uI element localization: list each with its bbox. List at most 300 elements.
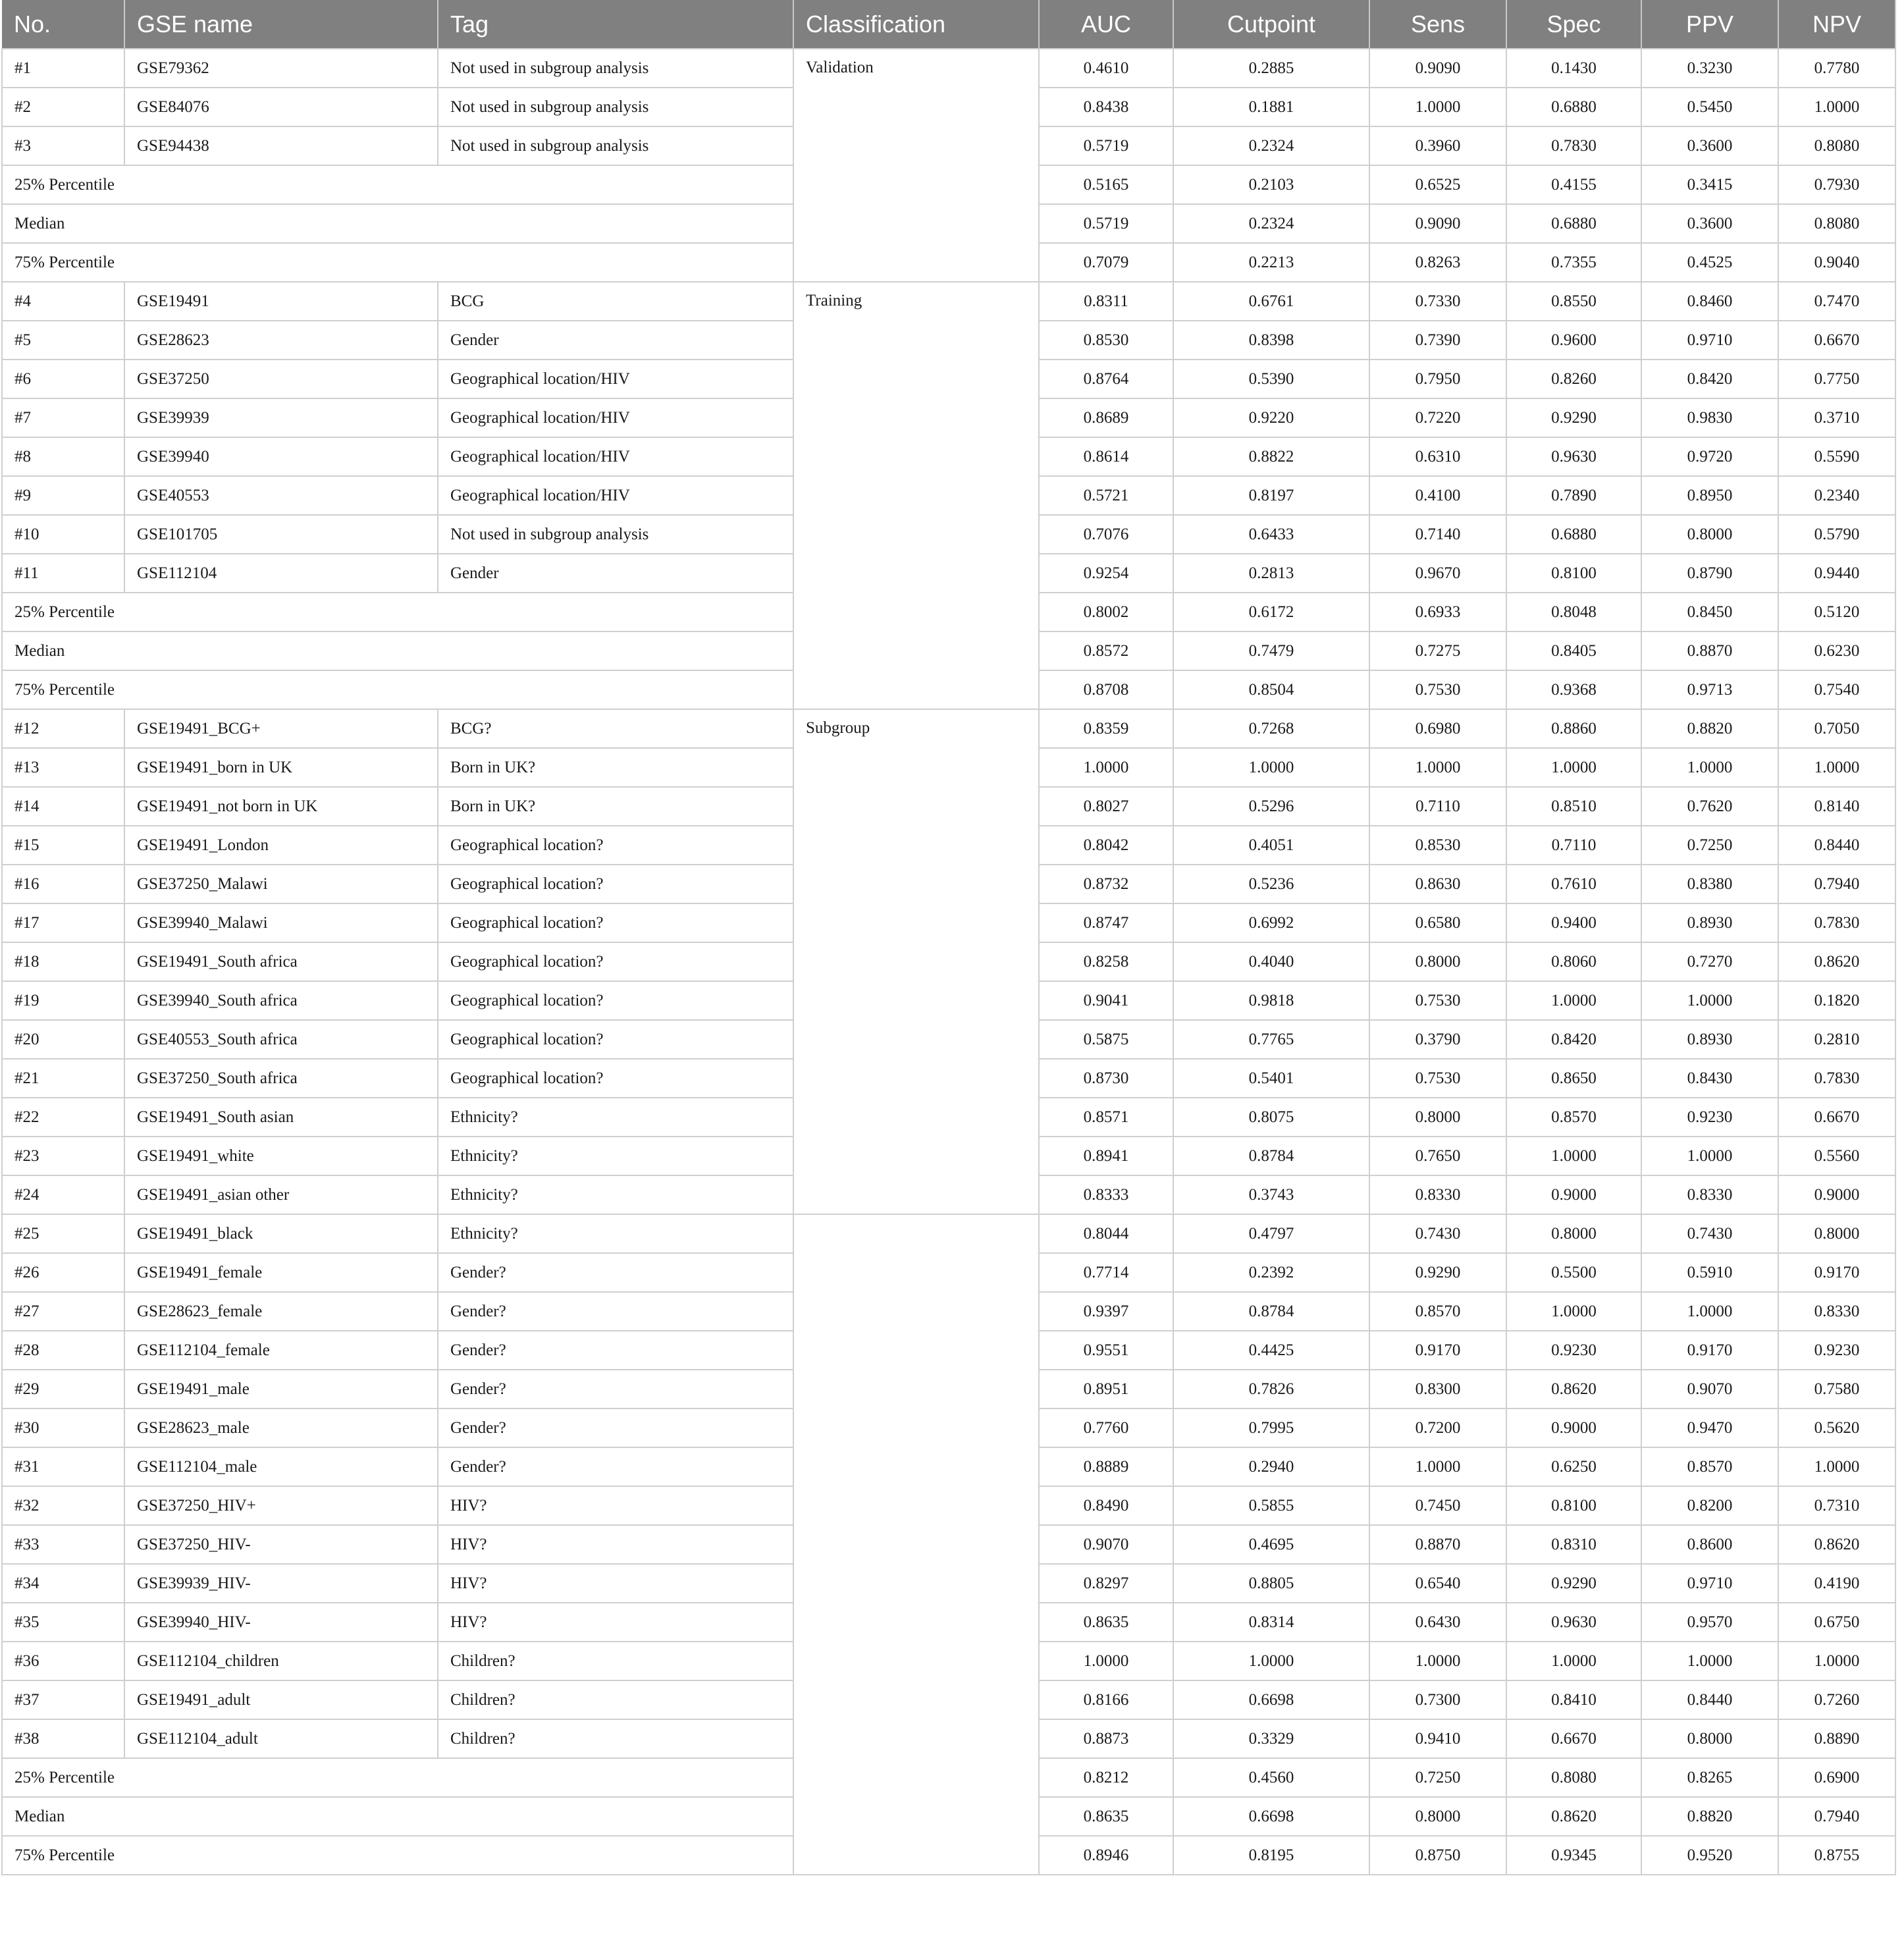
cell-sens: 0.9170 (1369, 1331, 1506, 1370)
cell-spec: 1.0000 (1506, 748, 1641, 787)
cell-no: #3 (2, 126, 124, 165)
cell-auc: 0.8166 (1039, 1680, 1173, 1719)
cell-no: #10 (2, 515, 124, 554)
cell-sens: 0.7950 (1369, 360, 1506, 398)
cell-auc: 0.8359 (1039, 709, 1173, 748)
cell-no: #36 (2, 1642, 124, 1680)
cell-npv: 0.7940 (1778, 1797, 1895, 1836)
cell-tag: Geographical location? (438, 826, 793, 865)
cell-sens: 0.8330 (1369, 1175, 1506, 1214)
cell-cutpoint: 0.1881 (1173, 88, 1369, 126)
cell-spec: 0.7610 (1506, 865, 1641, 903)
cell-gse-name: GSE37250_Malawi (124, 865, 438, 903)
cell-spec: 0.8310 (1506, 1525, 1641, 1564)
cell-sens: 0.6430 (1369, 1603, 1506, 1642)
cell-ppv: 0.8950 (1641, 476, 1778, 515)
col-header-npv: NPV (1778, 0, 1895, 49)
cell-spec: 0.8260 (1506, 360, 1641, 398)
cell-ppv: 0.9070 (1641, 1370, 1778, 1409)
cell-ppv: 0.8330 (1641, 1175, 1778, 1214)
cell-gse-name: GSE39939 (124, 398, 438, 437)
cell-tag: Geographical location? (438, 981, 793, 1020)
cell-spec: 0.7355 (1506, 243, 1641, 282)
cell-cutpoint: 0.8504 (1173, 670, 1369, 709)
cell-tag: Geographical location? (438, 1020, 793, 1059)
cell-auc: 0.8708 (1039, 670, 1173, 709)
cell-auc: 0.8873 (1039, 1719, 1173, 1758)
cell-spec: 0.6880 (1506, 204, 1641, 243)
cell-npv: 1.0000 (1778, 1447, 1895, 1486)
cell-auc: 0.9551 (1039, 1331, 1173, 1370)
cell-spec: 0.9368 (1506, 670, 1641, 709)
cell-tag: HIV? (438, 1486, 793, 1525)
cell-tag: Born in UK? (438, 787, 793, 826)
col-header-spec: Spec (1506, 0, 1641, 49)
cell-no: #28 (2, 1331, 124, 1370)
cell-cutpoint: 0.6698 (1173, 1680, 1369, 1719)
table-row (2, 709, 1895, 748)
col-header-gse-name: GSE name (124, 0, 438, 49)
cell-no: #29 (2, 1370, 124, 1409)
cell-ppv: 0.3600 (1641, 126, 1778, 165)
cell-ppv: 0.9230 (1641, 1098, 1778, 1137)
cell-spec: 0.1430 (1506, 49, 1641, 88)
cell-gse-name: GSE112104_adult (124, 1719, 438, 1758)
cell-spec: 0.7110 (1506, 826, 1641, 865)
cell-spec: 0.9290 (1506, 1564, 1641, 1603)
cell-cutpoint: 0.7765 (1173, 1020, 1369, 1059)
cell-ppv: 0.5910 (1641, 1253, 1778, 1292)
cell-ppv: 0.8000 (1641, 515, 1778, 554)
cell-spec: 0.8620 (1506, 1797, 1641, 1836)
cell-npv: 0.4190 (1778, 1564, 1895, 1603)
cell-sens: 0.6980 (1369, 709, 1506, 748)
cell-sens: 0.3790 (1369, 1020, 1506, 1059)
cell-spec: 0.7830 (1506, 126, 1641, 165)
cell-spec: 0.8060 (1506, 942, 1641, 981)
cell-auc: 0.9254 (1039, 554, 1173, 593)
cell-gse-name: GSE84076 (124, 88, 438, 126)
cell-gse-name: GSE19491 (124, 282, 438, 321)
cell-gse-name: GSE19491_black (124, 1214, 438, 1253)
cell-npv: 0.7470 (1778, 282, 1895, 321)
cell-no: #11 (2, 554, 124, 593)
cell-npv: 1.0000 (1778, 1642, 1895, 1680)
cell-gse-name: GSE19491_white (124, 1137, 438, 1175)
cell-sens: 0.8750 (1369, 1836, 1506, 1875)
cell-tag: BCG (438, 282, 793, 321)
cell-ppv: 0.5450 (1641, 88, 1778, 126)
cell-tag: BCG? (438, 709, 793, 748)
cell-summary-label: 25% Percentile (2, 165, 793, 204)
cell-ppv: 0.8790 (1641, 554, 1778, 593)
cell-cutpoint: 0.5296 (1173, 787, 1369, 826)
cell-cutpoint: 0.4797 (1173, 1214, 1369, 1253)
cell-ppv: 0.9170 (1641, 1331, 1778, 1370)
cell-npv: 0.9170 (1778, 1253, 1895, 1292)
cell-npv: 0.7780 (1778, 49, 1895, 88)
cell-auc: 1.0000 (1039, 748, 1173, 787)
cell-cutpoint: 0.6172 (1173, 593, 1369, 631)
cell-spec: 0.4155 (1506, 165, 1641, 204)
cell-tag: HIV? (438, 1603, 793, 1642)
cell-gse-name: GSE19491_not born in UK (124, 787, 438, 826)
cell-auc: 0.8889 (1039, 1447, 1173, 1486)
cell-no: #1 (2, 49, 124, 88)
cell-no: #33 (2, 1525, 124, 1564)
cell-gse-name: GSE112104 (124, 554, 438, 593)
cell-ppv: 0.8200 (1641, 1486, 1778, 1525)
cell-sens: 1.0000 (1369, 1447, 1506, 1486)
cell-no: #9 (2, 476, 124, 515)
cell-auc: 1.0000 (1039, 1642, 1173, 1680)
cell-gse-name: GSE37250_HIV- (124, 1525, 438, 1564)
cell-npv: 0.3710 (1778, 398, 1895, 437)
cell-sens: 0.7450 (1369, 1486, 1506, 1525)
cell-ppv: 0.9570 (1641, 1603, 1778, 1642)
cell-spec: 1.0000 (1506, 1642, 1641, 1680)
cell-classification (793, 1214, 1039, 1875)
cell-no: #32 (2, 1486, 124, 1525)
cell-sens: 0.7390 (1369, 321, 1506, 360)
cell-no: #25 (2, 1214, 124, 1253)
cell-no: #15 (2, 826, 124, 865)
cell-sens: 0.6525 (1369, 165, 1506, 204)
cell-ppv: 0.8380 (1641, 865, 1778, 903)
cell-auc: 0.8311 (1039, 282, 1173, 321)
cell-cutpoint: 0.4040 (1173, 942, 1369, 981)
cell-classification: Validation (793, 49, 1039, 282)
cell-auc: 0.8614 (1039, 437, 1173, 476)
cell-auc: 0.8941 (1039, 1137, 1173, 1175)
cell-auc: 0.8438 (1039, 88, 1173, 126)
cell-ppv: 1.0000 (1641, 1642, 1778, 1680)
cell-spec: 0.6670 (1506, 1719, 1641, 1758)
cell-auc: 0.8572 (1039, 631, 1173, 670)
cell-cutpoint: 0.8784 (1173, 1137, 1369, 1175)
cell-cutpoint: 0.5390 (1173, 360, 1369, 398)
cell-spec: 0.8405 (1506, 631, 1641, 670)
cell-npv: 0.8620 (1778, 942, 1895, 981)
cell-tag: Children? (438, 1719, 793, 1758)
cell-sens: 0.8870 (1369, 1525, 1506, 1564)
cell-cutpoint: 0.6433 (1173, 515, 1369, 554)
cell-cutpoint: 0.9220 (1173, 398, 1369, 437)
col-header-no: No. (2, 0, 124, 49)
cell-sens: 0.4100 (1369, 476, 1506, 515)
cell-gse-name: GSE39940_HIV- (124, 1603, 438, 1642)
cell-npv: 0.9000 (1778, 1175, 1895, 1214)
cell-auc: 0.8946 (1039, 1836, 1173, 1875)
cell-spec: 1.0000 (1506, 981, 1641, 1020)
cell-ppv: 0.8930 (1641, 1020, 1778, 1059)
cell-no: #13 (2, 748, 124, 787)
cell-ppv: 0.3415 (1641, 165, 1778, 204)
cell-auc: 0.8042 (1039, 826, 1173, 865)
cell-npv: 0.7310 (1778, 1486, 1895, 1525)
cell-ppv: 0.3230 (1641, 49, 1778, 88)
cell-ppv: 0.7270 (1641, 942, 1778, 981)
cell-npv: 0.8620 (1778, 1525, 1895, 1564)
cell-spec: 0.9230 (1506, 1331, 1641, 1370)
cell-spec: 0.6880 (1506, 515, 1641, 554)
cell-npv: 0.7940 (1778, 865, 1895, 903)
cell-gse-name: GSE39939_HIV- (124, 1564, 438, 1603)
cell-tag: Gender? (438, 1370, 793, 1409)
cell-sens: 0.9670 (1369, 554, 1506, 593)
cell-spec: 0.9290 (1506, 398, 1641, 437)
cell-auc: 0.5721 (1039, 476, 1173, 515)
cell-cutpoint: 0.2940 (1173, 1447, 1369, 1486)
cell-auc: 0.8258 (1039, 942, 1173, 981)
cell-cutpoint: 0.8805 (1173, 1564, 1369, 1603)
cell-cutpoint: 0.7479 (1173, 631, 1369, 670)
cell-no: #5 (2, 321, 124, 360)
cell-cutpoint: 0.7826 (1173, 1370, 1369, 1409)
cell-npv: 0.5120 (1778, 593, 1895, 631)
cell-sens: 0.3960 (1369, 126, 1506, 165)
cell-sens: 0.7650 (1369, 1137, 1506, 1175)
cell-sens: 0.6310 (1369, 437, 1506, 476)
cell-no: #21 (2, 1059, 124, 1098)
cell-spec: 0.9630 (1506, 437, 1641, 476)
cell-ppv: 0.9520 (1641, 1836, 1778, 1875)
col-header-ppv: PPV (1641, 0, 1778, 49)
cell-no: #8 (2, 437, 124, 476)
cell-auc: 0.8002 (1039, 593, 1173, 631)
cell-spec: 0.8000 (1506, 1214, 1641, 1253)
cell-ppv: 0.8820 (1641, 1797, 1778, 1836)
cell-cutpoint: 0.8075 (1173, 1098, 1369, 1137)
cell-npv: 0.9440 (1778, 554, 1895, 593)
cell-npv: 0.8330 (1778, 1292, 1895, 1331)
cell-tag: HIV? (438, 1525, 793, 1564)
cell-npv: 0.1820 (1778, 981, 1895, 1020)
cell-no: #27 (2, 1292, 124, 1331)
cell-sens: 0.9290 (1369, 1253, 1506, 1292)
cell-npv: 0.7750 (1778, 360, 1895, 398)
cell-npv: 0.7930 (1778, 165, 1895, 204)
cell-no: #17 (2, 903, 124, 942)
cell-tag: Geographical location? (438, 865, 793, 903)
cell-summary-label: 75% Percentile (2, 1836, 793, 1875)
cell-sens: 0.9410 (1369, 1719, 1506, 1758)
cell-npv: 0.7260 (1778, 1680, 1895, 1719)
cell-no: #4 (2, 282, 124, 321)
cell-gse-name: GSE19491_South africa (124, 942, 438, 981)
cell-cutpoint: 0.6698 (1173, 1797, 1369, 1836)
cell-gse-name: GSE40553 (124, 476, 438, 515)
cell-gse-name: GSE101705 (124, 515, 438, 554)
cell-tag: Born in UK? (438, 748, 793, 787)
cell-gse-name: GSE37250 (124, 360, 438, 398)
cell-sens: 0.7110 (1369, 787, 1506, 826)
cell-gse-name: GSE40553_South africa (124, 1020, 438, 1059)
cell-no: #20 (2, 1020, 124, 1059)
cell-sens: 0.6580 (1369, 903, 1506, 942)
cell-tag: Geographical location? (438, 1059, 793, 1098)
cell-ppv: 0.8265 (1641, 1758, 1778, 1797)
cell-auc: 0.8212 (1039, 1758, 1173, 1797)
cell-npv: 0.8080 (1778, 126, 1895, 165)
cell-spec: 0.9600 (1506, 321, 1641, 360)
cell-spec: 0.8420 (1506, 1020, 1641, 1059)
cell-tag: Children? (438, 1680, 793, 1719)
col-header-cutpoint: Cutpoint (1173, 0, 1369, 49)
cell-no: #34 (2, 1564, 124, 1603)
cell-cutpoint: 1.0000 (1173, 1642, 1369, 1680)
table-row (2, 49, 1895, 88)
cell-cutpoint: 0.8398 (1173, 321, 1369, 360)
cell-no: #30 (2, 1409, 124, 1447)
cell-npv: 0.6900 (1778, 1758, 1895, 1797)
cell-auc: 0.8730 (1039, 1059, 1173, 1098)
cell-sens: 0.9090 (1369, 204, 1506, 243)
cell-npv: 0.7580 (1778, 1370, 1895, 1409)
cell-cutpoint: 0.5855 (1173, 1486, 1369, 1525)
cell-tag: Ethnicity? (438, 1137, 793, 1175)
cell-tag: Geographical location? (438, 942, 793, 981)
cell-npv: 1.0000 (1778, 748, 1895, 787)
cell-auc: 0.9070 (1039, 1525, 1173, 1564)
cell-gse-name: GSE19491_South asian (124, 1098, 438, 1137)
cell-auc: 0.8951 (1039, 1370, 1173, 1409)
cell-cutpoint: 0.4695 (1173, 1525, 1369, 1564)
cell-cutpoint: 0.6761 (1173, 282, 1369, 321)
cell-spec: 0.8410 (1506, 1680, 1641, 1719)
cell-npv: 0.2340 (1778, 476, 1895, 515)
cell-npv: 0.5560 (1778, 1137, 1895, 1175)
cell-ppv: 0.7620 (1641, 787, 1778, 826)
cell-spec: 0.9000 (1506, 1175, 1641, 1214)
cell-auc: 0.8027 (1039, 787, 1173, 826)
cell-ppv: 0.9830 (1641, 398, 1778, 437)
cell-cutpoint: 0.2324 (1173, 126, 1369, 165)
col-header-tag: Tag (438, 0, 793, 49)
cell-sens: 0.8630 (1369, 865, 1506, 903)
cell-spec: 0.8510 (1506, 787, 1641, 826)
cell-summary-label: 75% Percentile (2, 243, 793, 282)
cell-spec: 0.9630 (1506, 1603, 1641, 1642)
cell-npv: 0.9040 (1778, 243, 1895, 282)
cell-tag: Gender (438, 321, 793, 360)
cell-no: #18 (2, 942, 124, 981)
cell-gse-name: GSE112104_female (124, 1331, 438, 1370)
cell-auc: 0.5719 (1039, 126, 1173, 165)
cell-auc: 0.8635 (1039, 1797, 1173, 1836)
cell-npv: 0.8890 (1778, 1719, 1895, 1758)
cell-sens: 0.6933 (1369, 593, 1506, 631)
cell-sens: 0.9090 (1369, 49, 1506, 88)
cell-no: #14 (2, 787, 124, 826)
cell-gse-name: GSE28623_male (124, 1409, 438, 1447)
cell-cutpoint: 0.2392 (1173, 1253, 1369, 1292)
cell-ppv: 0.8820 (1641, 709, 1778, 748)
cell-gse-name: GSE19491_BCG+ (124, 709, 438, 748)
cell-gse-name: GSE39940 (124, 437, 438, 476)
cell-tag: Gender (438, 554, 793, 593)
cell-cutpoint: 0.7268 (1173, 709, 1369, 748)
cell-npv: 0.7540 (1778, 670, 1895, 709)
cell-cutpoint: 0.4560 (1173, 1758, 1369, 1797)
cell-ppv: 0.9720 (1641, 437, 1778, 476)
cell-sens: 0.7140 (1369, 515, 1506, 554)
cell-auc: 0.5165 (1039, 165, 1173, 204)
cell-spec: 1.0000 (1506, 1292, 1641, 1331)
cell-ppv: 0.3600 (1641, 204, 1778, 243)
cell-cutpoint: 0.4425 (1173, 1331, 1369, 1370)
cell-ppv: 0.8600 (1641, 1525, 1778, 1564)
cell-sens: 0.8570 (1369, 1292, 1506, 1331)
cell-ppv: 0.8460 (1641, 282, 1778, 321)
cell-sens: 0.7430 (1369, 1214, 1506, 1253)
cell-tag: Geographical location/HIV (438, 398, 793, 437)
cell-npv: 1.0000 (1778, 88, 1895, 126)
cell-auc: 0.8333 (1039, 1175, 1173, 1214)
cell-gse-name: GSE39940_South africa (124, 981, 438, 1020)
cell-spec: 0.6880 (1506, 88, 1641, 126)
cell-gse-name: GSE28623_female (124, 1292, 438, 1331)
cell-spec: 0.6250 (1506, 1447, 1641, 1486)
cell-npv: 0.8080 (1778, 204, 1895, 243)
cell-sens: 0.7530 (1369, 1059, 1506, 1098)
cell-tag: Not used in subgroup analysis (438, 49, 793, 88)
cell-sens: 0.8263 (1369, 243, 1506, 282)
cell-sens: 0.7220 (1369, 398, 1506, 437)
cell-sens: 1.0000 (1369, 748, 1506, 787)
cell-ppv: 1.0000 (1641, 981, 1778, 1020)
cell-auc: 0.8635 (1039, 1603, 1173, 1642)
cell-npv: 0.8440 (1778, 826, 1895, 865)
cell-gse-name: GSE28623 (124, 321, 438, 360)
cell-sens: 0.8530 (1369, 826, 1506, 865)
table-row (2, 282, 1895, 321)
cell-npv: 0.6670 (1778, 321, 1895, 360)
cell-gse-name: GSE94438 (124, 126, 438, 165)
cell-npv: 0.5620 (1778, 1409, 1895, 1447)
cell-classification: Training (793, 282, 1039, 709)
cell-no: #2 (2, 88, 124, 126)
cell-classification: Subgroup (793, 709, 1039, 1214)
cell-auc: 0.8044 (1039, 1214, 1173, 1253)
cell-gse-name: GSE112104_male (124, 1447, 438, 1486)
cell-sens: 0.7275 (1369, 631, 1506, 670)
cell-ppv: 0.7430 (1641, 1214, 1778, 1253)
results-table (1, 0, 1896, 1875)
cell-gse-name: GSE19491_female (124, 1253, 438, 1292)
cell-cutpoint: 1.0000 (1173, 748, 1369, 787)
cell-tag: Not used in subgroup analysis (438, 88, 793, 126)
cell-cutpoint: 0.2813 (1173, 554, 1369, 593)
cell-ppv: 0.8440 (1641, 1680, 1778, 1719)
cell-cutpoint: 0.5236 (1173, 865, 1369, 903)
cell-summary-label: Median (2, 204, 793, 243)
header-row (2, 0, 1895, 49)
cell-gse-name: GSE19491_asian other (124, 1175, 438, 1214)
cell-no: #24 (2, 1175, 124, 1214)
cell-cutpoint: 0.5401 (1173, 1059, 1369, 1098)
cell-npv: 0.8755 (1778, 1836, 1895, 1875)
cell-spec: 0.8620 (1506, 1370, 1641, 1409)
cell-no: #31 (2, 1447, 124, 1486)
cell-ppv: 0.8450 (1641, 593, 1778, 631)
cell-gse-name: GSE19491_London (124, 826, 438, 865)
cell-npv: 0.2810 (1778, 1020, 1895, 1059)
cell-sens: 1.0000 (1369, 88, 1506, 126)
cell-gse-name: GSE19491_born in UK (124, 748, 438, 787)
cell-tag: Not used in subgroup analysis (438, 126, 793, 165)
cell-no: #22 (2, 1098, 124, 1137)
